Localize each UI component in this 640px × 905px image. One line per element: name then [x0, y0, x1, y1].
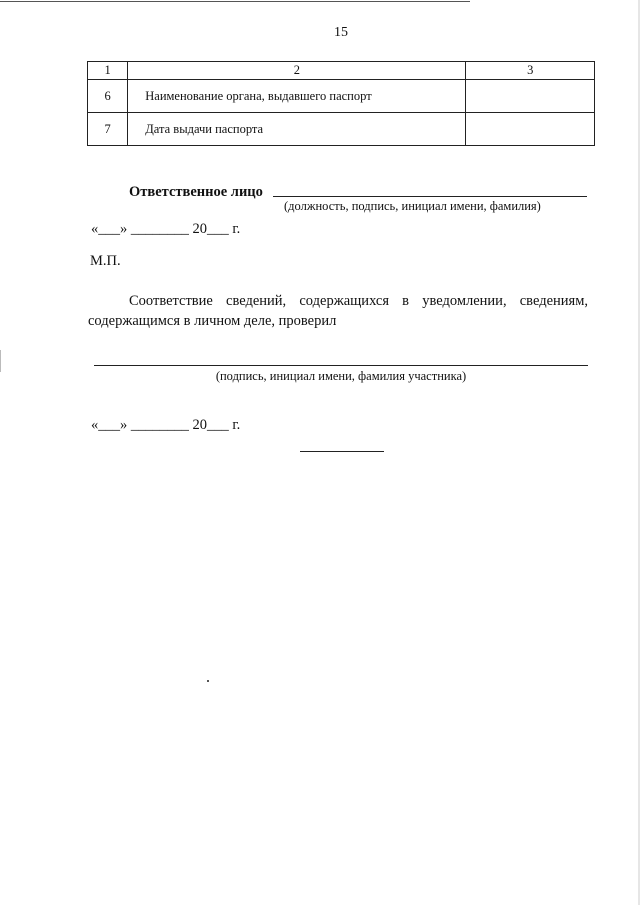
table-header-cell: 1 [88, 62, 128, 80]
row-number: 6 [88, 80, 128, 113]
responsible-person-label: Ответственное лицо [129, 184, 263, 200]
row-value [466, 113, 595, 146]
verifier-signature-line [94, 365, 588, 366]
form-table [87, 61, 595, 146]
date-line-second: «___» ________ 20___ г. [91, 417, 241, 433]
verification-line-2: содержащимся в личном деле, проверил [88, 313, 337, 329]
responsible-signature-line [273, 196, 587, 197]
responsible-caption: (должность, подпись, инициал имени, фамилия) [284, 199, 541, 213]
row-number: 7 [88, 113, 128, 146]
verification-text [88, 291, 588, 331]
page-number: 15 [334, 25, 348, 40]
seal-place: М.П. [90, 253, 121, 269]
table-row [88, 80, 595, 113]
table-header-row [88, 62, 595, 80]
row-label: Наименование органа, выдавшего паспорт [128, 80, 466, 113]
scan-dot [207, 680, 209, 682]
verification-line-1: Соответствие сведений, содержащихся в уведомлении, сведениям, [129, 293, 588, 309]
top-rule [0, 1, 470, 2]
date-line-first: «___» ________ 20___ г. [91, 221, 241, 237]
table-header-cell: 2 [128, 62, 466, 80]
table-header-cell: 3 [466, 62, 595, 80]
end-rule [300, 451, 384, 452]
verifier-caption: (подпись, инициал имени, фамилия участника) [215, 369, 467, 383]
row-value [466, 80, 595, 113]
row-label: Дата выдачи паспорта [128, 113, 466, 146]
table-row [88, 113, 595, 146]
